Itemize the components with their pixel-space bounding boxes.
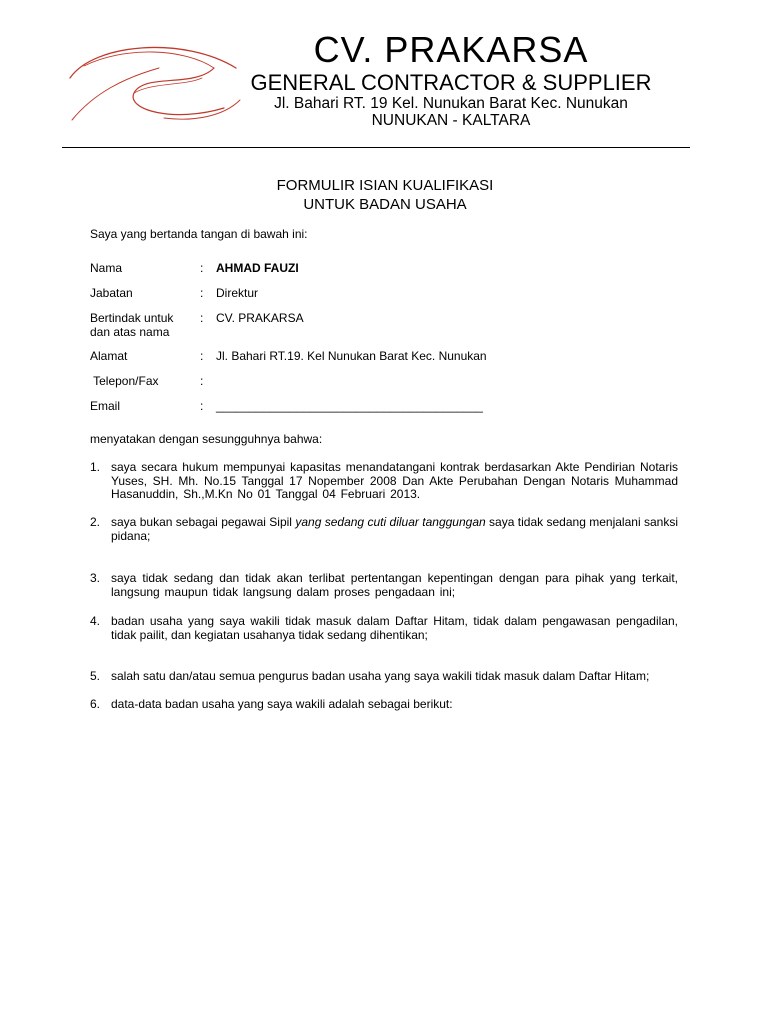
list-item-text: salah satu dan/atau semua pengurus badan usaha yang saya wakili tidak masuk dalam Daftar Hitam;	[111, 669, 650, 683]
field-colon: :	[200, 261, 204, 275]
list-item-number: 1.	[90, 460, 101, 474]
form-title-line1: FORMULIR ISIAN KUALIFIKASI	[276, 177, 494, 194]
intro-text: Saya yang bertanda tangan di bawah ini:	[90, 227, 308, 241]
field-colon: :	[200, 311, 204, 325]
letterhead-divider	[62, 147, 690, 148]
field-label: Email	[90, 399, 121, 413]
field-colon: :	[200, 374, 204, 388]
field-value: Direktur	[216, 286, 259, 300]
field-label: Jabatan	[90, 286, 133, 300]
field-value: Jl. Bahari RT.19. Kel Nunukan Barat Kec. Nunukan	[216, 349, 487, 363]
field-colon: :	[200, 286, 204, 300]
list-item	[90, 516, 678, 543]
field-value: AHMAD FAUZI	[216, 261, 299, 275]
field-label-line2: dan atas nama	[90, 324, 170, 339]
list-item	[90, 461, 678, 502]
field-label	[90, 312, 195, 339]
list-item-number: 4.	[90, 614, 101, 628]
company-subtitle: GENERAL CONTRACTOR & SUPPLIER	[250, 70, 652, 95]
field-label: Alamat	[90, 349, 128, 363]
company-city: NUNUKAN - KALTARA	[371, 112, 531, 129]
company-address: Jl. Bahari RT. 19 Kel. Nunukan Barat Kec. Nunukan	[274, 95, 628, 112]
list-item-text: data-data badan usaha yang saya wakili adalah sebagai berikut:	[111, 697, 453, 711]
company-name: CV. PRAKARSA	[313, 29, 589, 70]
letterhead	[236, 30, 666, 129]
list-item-text-part: saya bukan sebagai pegawai Sipil	[111, 515, 296, 529]
list-item	[90, 670, 678, 684]
list-item-text: saya tidak sedang dan tidak akan terlibat pertentangan kepentingan dengan para pihak yang terkait, langsung maupun tidak langsung dalam proses pengadaan ini;	[111, 571, 678, 599]
form-title	[90, 176, 680, 214]
list-item-text: saya secara hukum mempunyai kapasitas menandatangani kontrak berdasarkan Akte Pendirian Notaris Yuses, SH. Mh. No.15 Tanggal 17 Nopember 2008 Dan Akte Perubahan Dengan Notaris Muhammad Hasanuddin, Sh.,M.Kn No 01 Tanggal 04 Februari 2013.	[111, 460, 678, 501]
list-item	[90, 698, 678, 712]
field-label: Nama	[90, 261, 123, 275]
list-item-text-part: saya tidak sedang menjalani sanksi pidana;	[111, 515, 678, 543]
list-item-text	[111, 516, 678, 543]
list-item-text: badan usaha yang saya wakili tidak masuk dalam Daftar Hitam, tidak dalam pengawasan pengadilan, tidak pailit, dan kegiatan usahanya tidak sedang dihentikan;	[111, 614, 678, 642]
field-value: CV. PRAKARSA	[216, 311, 304, 325]
field-value: ________________________________________	[216, 399, 483, 413]
statement-text: menyatakan dengan sesungguhnya bahwa:	[90, 432, 323, 446]
field-label-line1: Bertindak untuk	[90, 311, 174, 325]
list-item	[90, 572, 678, 599]
form-title-line2: UNTUK BADAN USAHA	[303, 196, 467, 213]
field-colon: :	[200, 349, 204, 363]
list-item-number: 6.	[90, 697, 101, 711]
list-item-number: 2.	[90, 515, 101, 529]
list-item-text-italic: yang sedang cuti diluar tanggungan	[295, 515, 486, 529]
field-colon: :	[200, 399, 204, 413]
company-logo	[64, 38, 242, 124]
list-item-number: 5.	[90, 669, 101, 683]
list-item	[90, 615, 678, 642]
field-label: Telepon/Fax	[90, 374, 159, 388]
list-item-number: 3.	[90, 571, 101, 585]
